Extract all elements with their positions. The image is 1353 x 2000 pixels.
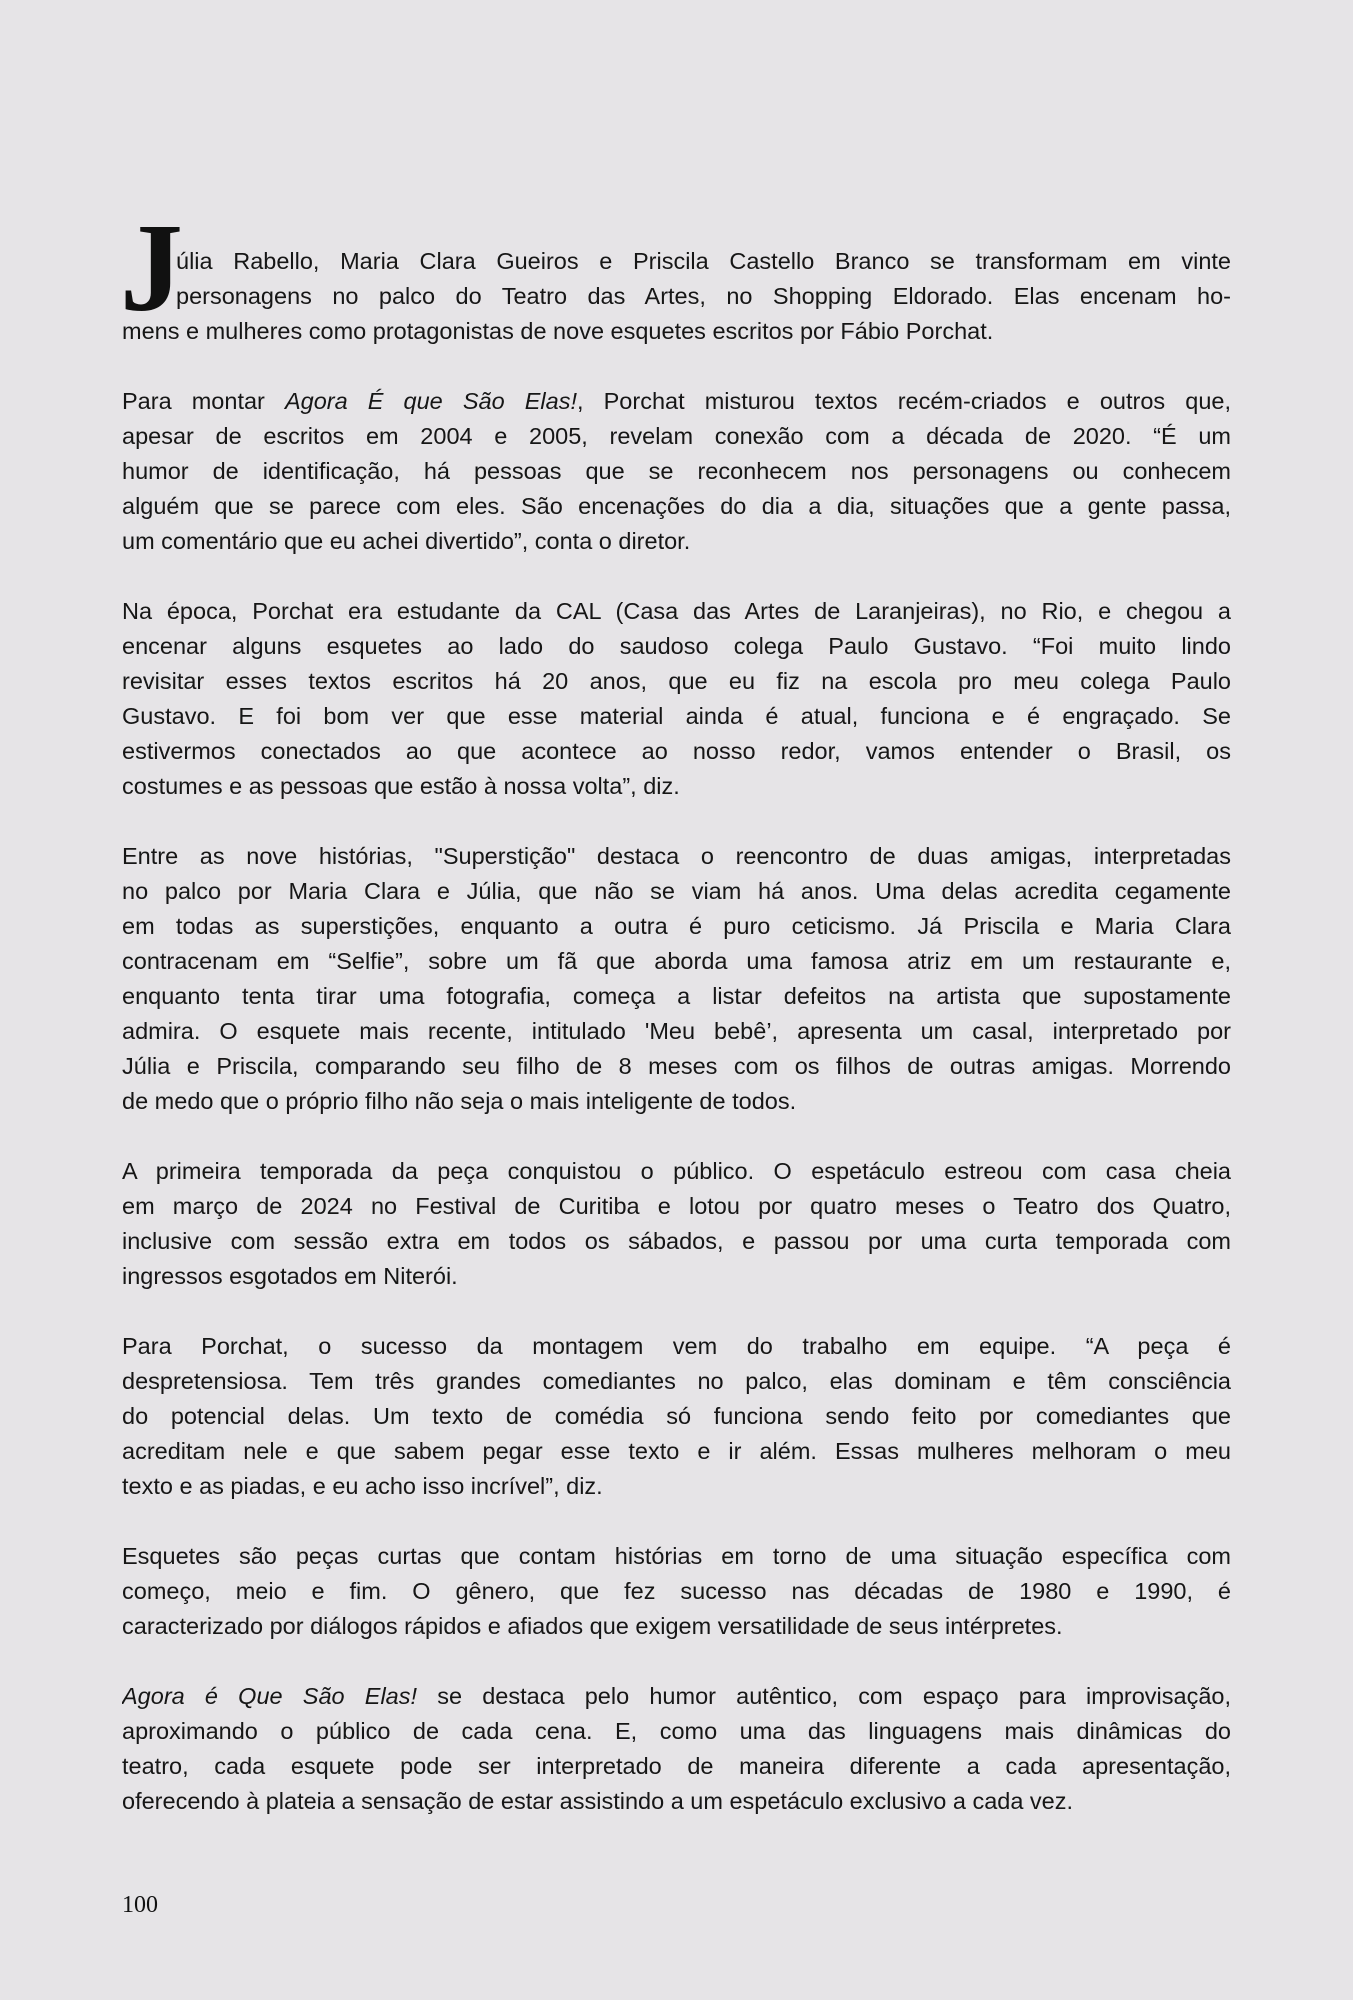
text-line: oferecendo à plateia a sensação de estar assistindo a um espetáculo exclusivo a cada vez. [122,1788,1074,1814]
text-line: texto e as piadas, e eu acho isso incrível”, diz. [122,1473,603,1499]
text-line: acreditam nele e que sabem pegar esse texto e ir além. Essas mulheres melhoram o meu [122,1438,1231,1464]
text-line: úlia Rabello, Maria Clara Gueiros e Priscila Castello Branco se transformam em vinte [176,248,1231,274]
text-line: apesar de escritos em 2004 e 2005, revelam conexão com a década de 2020. “É um [122,423,1231,449]
text-line: humor de identificação, há pessoas que se reconhecem nos personagens ou conhecem [122,458,1231,484]
text-line: alguém que se parece com eles. São encenações do dia a dia, situações que a gente passa, [122,493,1231,519]
text-line: Na época, Porchat era estudante da CAL (Casa das Artes de Laranjeiras), no Rio, e chegou a [122,598,1231,624]
paragraph [122,594,1231,804]
text-line: contracenam em “Selfie”, sobre um fã que aborda uma famosa atriz em um restaurante e, [122,948,1231,974]
text-line: Para Porchat, o sucesso da montagem vem do trabalho em equipe. “A peça é [122,1333,1231,1359]
text-line: em março de 2024 no Festival de Curitiba e lotou por quatro meses o Teatro dos Quatro, [122,1193,1231,1219]
text-line: personagens no palco do Teatro das Artes, no Shopping Eldorado. Elas encenam ho- [176,283,1231,309]
paragraph [122,1679,1231,1819]
text-line: caracterizado por diálogos rápidos e afiados que exigem versatilidade de seus intérpretes. [122,1613,1063,1639]
text-line: aproximando o público de cada cena. E, como uma das linguagens mais dinâmicas do [122,1718,1231,1744]
text-line: no palco por Maria Clara e Júlia, que não se viam há anos. Uma delas acredita cegamente [122,878,1231,904]
paragraph [122,1154,1231,1294]
text-line: teatro, cada esquete pode ser interpretado de maneira diferente a cada apresentação, [122,1753,1231,1779]
text-line: do potencial delas. Um texto de comédia só funciona sendo feito por comediantes que [122,1403,1231,1429]
text-line: despretensiosa. Tem três grandes comediantes no palco, elas dominam e têm consciência [122,1368,1231,1394]
drop-cap: J [120,199,183,338]
text-line: costumes e as pessoas que estão à nossa volta”, diz. [122,773,680,799]
text-line: de medo que o próprio filho não seja o mais inteligente de todos. [122,1088,797,1114]
text-line: admira. O esquete mais recente, intitulado 'Meu bebê’, apresenta um casal, interpretado por [122,1018,1231,1044]
text-line: ingressos esgotados em Niterói. [122,1263,458,1289]
text-line: Entre as nove histórias, "Superstição" destaca o reencontro de duas amigas, interpretadas [122,843,1231,869]
paragraph [120,199,1231,349]
text-line: inclusive com sessão extra em todos os sábados, e passou por uma curta temporada com [122,1228,1231,1254]
paragraph [122,1329,1231,1504]
paragraph [122,1539,1231,1644]
text-line: um comentário que eu achei divertido”, conta o diretor. [122,528,691,554]
text-line: mens e mulheres como protagonistas de nove esquetes escritos por Fábio Porchat. [122,318,994,344]
text-line: Júlia e Priscila, comparando seu filho de 8 meses com os filhos de outras amigas. Morrendo [122,1053,1231,1079]
paragraph [122,839,1231,1119]
paragraph [122,384,1231,559]
text-line: estivermos conectados ao que acontece ao nosso redor, vamos entender o Brasil, os [122,738,1231,764]
play-title: Agora É que São Elas! [284,388,577,414]
text-line: em todas as superstições, enquanto a outra é puro ceticismo. Já Priscila e Maria Clara [122,913,1231,939]
text-line: Gustavo. E foi bom ver que esse material ainda é atual, funciona e é engraçado. Se [122,703,1231,729]
text-line [122,1679,1231,1714]
play-title: Agora é Que São Elas! [122,1683,418,1709]
text-line: Esquetes são peças curtas que contam histórias em torno de uma situação específica com [122,1543,1231,1569]
text-line: começo, meio e fim. O gênero, que fez sucesso nas décadas de 1980 e 1990, é [122,1578,1231,1604]
page-number: 100 [122,1892,158,1918]
text-span: , Porchat misturou textos recém-criados e outros que, [577,388,1231,414]
text-line: revisitar esses textos escritos há 20 anos, que eu fiz na escola pro meu colega Paulo [122,668,1231,694]
text-line: A primeira temporada da peça conquistou o público. O espetáculo estreou com casa cheia [122,1158,1231,1184]
article-body [120,199,1231,1854]
text-line: enquanto tenta tirar uma fotografia, começa a listar defeitos na artista que supostamente [122,983,1231,1009]
text-span: se destaca pelo humor autêntico, com espaço para improvisação, [417,1683,1231,1709]
text-line: encenar alguns esquetes ao lado do saudoso colega Paulo Gustavo. “Foi muito lindo [122,633,1231,659]
text-span: Para montar [122,388,285,414]
text-line [122,384,1231,419]
